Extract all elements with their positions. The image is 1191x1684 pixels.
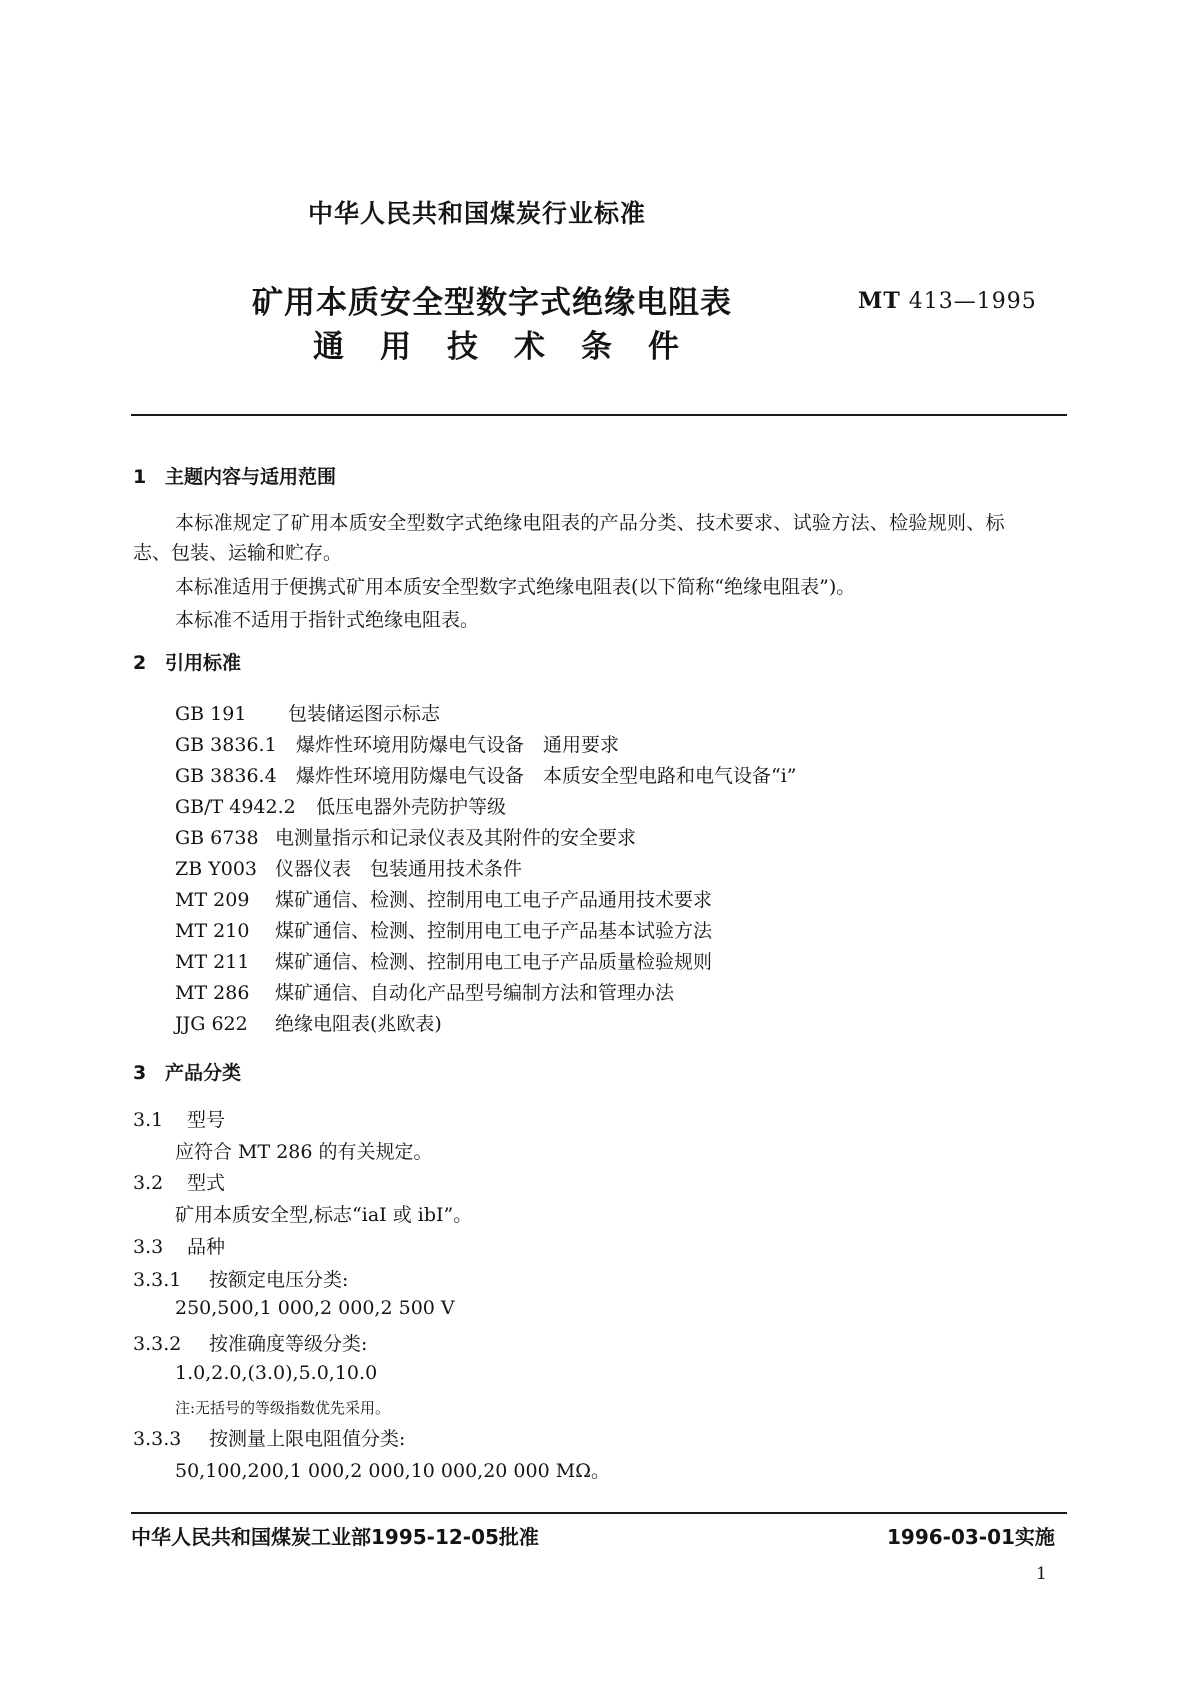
reference-code: GB 191: [175, 703, 247, 725]
reference-item: [175, 1009, 442, 1036]
subsection-title: 按测量上限电阻值分类:: [209, 1428, 406, 1450]
subsection-number: 3.3: [133, 1236, 164, 1258]
standard-code: 413—1995: [908, 289, 1037, 314]
section-number: 1: [133, 466, 147, 488]
reference-title: 爆炸性环境用防爆电气设备 通用要求: [296, 734, 620, 756]
accuracy-class-note: 注:无括号的等级指数优先采用。: [175, 1399, 391, 1417]
reference-code: MT 211: [175, 951, 250, 973]
reference-title: 电测量指示和记录仪表及其附件的安全要求: [275, 827, 637, 849]
reference-title: 包装储运图示标志: [288, 703, 441, 725]
reference-title: 煤矿通信、检测、控制用电工电子产品质量检验规则: [275, 951, 713, 973]
subsection-3-3-heading: [133, 1232, 225, 1259]
reference-item: [175, 823, 636, 850]
subsection-3-2-text: 矿用本质安全型,标志“iaI 或 ibI”。: [175, 1204, 473, 1226]
section-3-heading: [133, 1058, 241, 1085]
subsection-3-1-heading: [133, 1105, 225, 1132]
reference-title: 仪器仪表 包装通用技术条件: [275, 858, 523, 880]
reference-title: 煤矿通信、自动化产品型号编制方法和管理办法: [275, 982, 675, 1004]
header-divider: [131, 414, 1067, 416]
section-1-para-1-line-2: 志、包装、运输和贮存。: [133, 542, 343, 564]
section-number: 2: [133, 652, 147, 674]
subsection-3-2-heading: [133, 1168, 225, 1195]
reference-title: 绝缘电阻表(兆欧表): [275, 1013, 442, 1035]
reference-item: [175, 699, 440, 726]
section-title: 产品分类: [165, 1062, 242, 1084]
approval-statement: 中华人民共和国煤炭工业部1995-12-05批准: [131, 1525, 539, 1549]
reference-code: MT 286: [175, 982, 250, 1004]
subsection-title: 按准确度等级分类:: [209, 1333, 368, 1355]
section-title: 引用标准: [165, 652, 242, 674]
section-1-para-1-line-1: 本标准规定了矿用本质安全型数字式绝缘电阻表的产品分类、技术要求、试验方法、检验规则、标: [175, 512, 1005, 534]
footer-divider: [131, 1512, 1067, 1514]
reference-item: [175, 885, 712, 912]
reference-item: [175, 916, 712, 943]
reference-code: GB 3836.4: [175, 765, 277, 787]
standard-category: 中华人民共和国煤炭行业标准: [308, 199, 647, 228]
reference-code: GB 6738: [175, 827, 259, 849]
reference-item: [175, 792, 506, 819]
voltage-values: 250,500,1 000,2 000,2 500 V: [175, 1297, 455, 1319]
page-number: 1: [1036, 1564, 1047, 1584]
subsection-title: 型式: [187, 1172, 226, 1194]
subsection-title: 按额定电压分类:: [209, 1269, 349, 1291]
reference-title: 煤矿通信、检测、控制用电工电子产品通用技术要求: [275, 889, 713, 911]
subsection-number: 3.2: [133, 1172, 164, 1194]
accuracy-class-values: 1.0,2.0,(3.0),5.0,10.0: [175, 1362, 378, 1384]
document-title-line2: 通用技术条件: [313, 329, 715, 365]
reference-code: GB/T 4942.2: [175, 796, 296, 818]
reference-code: GB 3836.1: [175, 734, 277, 756]
section-2-heading: [133, 648, 241, 675]
reference-item: [175, 854, 522, 881]
reference-item: [175, 730, 619, 757]
reference-title: 低压电器外壳防护等级: [316, 796, 507, 818]
reference-code: JJG 622: [175, 1013, 248, 1035]
reference-title: 煤矿通信、检测、控制用电工电子产品基本试验方法: [275, 920, 713, 942]
reference-item: [175, 947, 712, 974]
subsection-3-3-1-heading: [133, 1265, 348, 1292]
subsection-number: 3.1: [133, 1109, 164, 1131]
reference-title: 爆炸性环境用防爆电气设备 本质安全型电路和电气设备“i”: [296, 765, 797, 787]
resistance-range-values: 50,100,200,1 000,2 000,10 000,20 000 MΩ。: [175, 1460, 610, 1482]
document-title-line1: 矿用本质安全型数字式绝缘电阻表: [252, 285, 732, 321]
effective-date: 1996-03-01实施: [887, 1525, 1055, 1549]
section-1-heading: [133, 462, 336, 489]
reference-code: MT 209: [175, 889, 250, 911]
reference-item: [175, 978, 674, 1005]
subsection-3-3-3-heading: [133, 1424, 405, 1451]
subsection-3-1-text: 应符合 MT 286 的有关规定。: [175, 1141, 433, 1163]
subsection-title: 型号: [187, 1109, 226, 1131]
subsection-number: 3.3.1: [133, 1269, 182, 1291]
subsection-number: 3.3.2: [133, 1333, 182, 1355]
section-number: 3: [133, 1062, 147, 1084]
reference-code: MT 210: [175, 920, 250, 942]
section-1-para-3: 本标准不适用于指针式绝缘电阻表。: [175, 609, 480, 631]
subsection-3-3-2-heading: [133, 1329, 367, 1356]
section-title: 主题内容与适用范围: [165, 466, 337, 488]
reference-code: ZB Y003: [175, 858, 258, 880]
standard-prefix: MT: [858, 288, 901, 314]
subsection-title: 品种: [187, 1236, 226, 1258]
standard-number: [858, 288, 1037, 314]
reference-item: [175, 761, 797, 788]
subsection-number: 3.3.3: [133, 1428, 182, 1450]
section-1-para-2: 本标准适用于便携式矿用本质安全型数字式绝缘电阻表(以下简称“绝缘电阻表”)。: [175, 576, 856, 598]
